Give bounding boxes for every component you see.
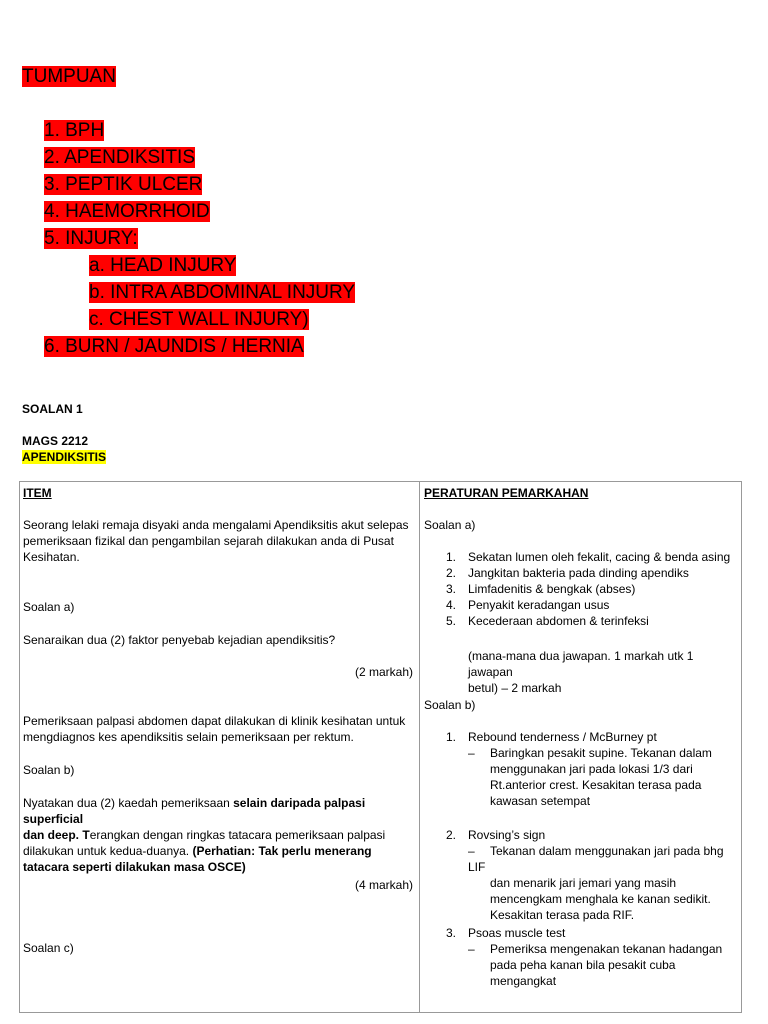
heading: TUMPUAN <box>22 66 116 87</box>
focus-item: 4. HAEMORRHOID <box>44 201 210 222</box>
focus-item: 5. INJURY: <box>44 228 138 249</box>
answer-a-list <box>446 549 741 629</box>
answer-a-label: Soalan a) <box>424 518 476 532</box>
focus-subitem: c. CHEST WALL INJURY) <box>89 309 309 330</box>
course-code: MAGS 2212 <box>22 434 89 448</box>
list-item: 5. Kecederaan abdomen & terinfeksi <box>446 614 649 628</box>
focus-item: 2. APENDIKSITIS <box>44 147 195 168</box>
answer-b1-desc: – Baringkan pesakit supine. Tekanan dalam menggunakan jari pada lokasi 1/3 dari Rt.anterior crest. Kesakitan terasa pada kawasan setempat <box>468 746 712 808</box>
focus-item: 1. BPH <box>44 120 105 141</box>
palpasi-text: Pemeriksaan palpasi abdomen dapat dilakukan di klinik kesihatan untuk mengdiagnos kes apendiksitis selain pemeriksaan per rektum. <box>23 714 406 744</box>
focus-item: 6. BURN / JAUNDIS / HERNIA <box>44 336 304 357</box>
item-column <box>20 482 420 1013</box>
list-item: 2. Jangkitan bakteria pada dinding apendiks <box>446 566 689 580</box>
scenario-text: Seorang lelaki remaja disyaki anda mengalami Apendiksitis akut selepas pemeriksaan fizikal dan pengambilan sejarah dilakukan anda di Pusat Kesihatan. <box>23 518 409 564</box>
soalan-b-marks: (4 markah) <box>354 878 413 892</box>
focus-subitem: b. INTRA ABDOMINAL INJURY <box>89 282 356 303</box>
answer-a-note: (mana-mana dua jawapan. 1 markah utk 1 jawapan betul) – 2 markah <box>468 649 694 695</box>
soalan-b-label: Soalan b) <box>23 763 75 777</box>
focus-item: 3. PEPTIK ULCER <box>44 174 203 195</box>
focus-subitem: a. HEAD INJURY <box>89 255 237 276</box>
soalan-a-marks: (2 markah) <box>354 665 413 679</box>
scheme-header: PERATURAN PEMARKAHAN <box>424 486 589 500</box>
scheme-column <box>420 482 742 1013</box>
question-title: SOALAN 1 <box>22 402 83 416</box>
soalan-a-label: Soalan a) <box>23 600 75 614</box>
answer-b1-title: 1. Rebound tenderness / McBurney pt <box>446 730 657 744</box>
soalan-b-text: Nyatakan dua (2) kaedah pemeriksaan selain daripada palpasi superficial dan deep. Terangkan dengan ringkas tatacara pemeriksaan palpasi dilakukan untuk kedua-duanya. (Perhatian: Tak perlu menerang tatacara seperti dilakukan masa OSCE) <box>23 796 386 874</box>
item-header: ITEM <box>23 486 52 500</box>
answer-b2-title: 2. Rovsing’s sign <box>446 828 546 842</box>
marking-table <box>19 481 742 1013</box>
answer-b3-desc: – Pemeriksa mengenakan tekanan hadangan pada peha kanan bila pesakit cuba mengangkat <box>468 942 723 988</box>
soalan-c-label: Soalan c) <box>23 941 74 955</box>
soalan-a-text: Senaraikan dua (2) faktor penyebab kejadian apendiksitis? <box>23 633 336 647</box>
answer-b-label: Soalan b) <box>424 698 476 712</box>
answer-b2-desc: – Tekanan dalam menggunakan jari pada bhg LIF dan menarik jari jemari yang masih mencengkam menghala ke kanan sedikit. Kesakitan terasa pada RIF. <box>468 844 724 922</box>
answer-b3-title: 3. Psoas muscle test <box>446 926 566 940</box>
list-item: 1. Sekatan lumen oleh fekalit, cacing & benda asing <box>446 550 731 564</box>
topic-label: APENDIKSITIS <box>22 450 107 464</box>
list-item: 3. Limfadenitis & bengkak (abses) <box>446 582 636 596</box>
list-item: 4. Penyakit keradangan usus <box>446 598 610 612</box>
